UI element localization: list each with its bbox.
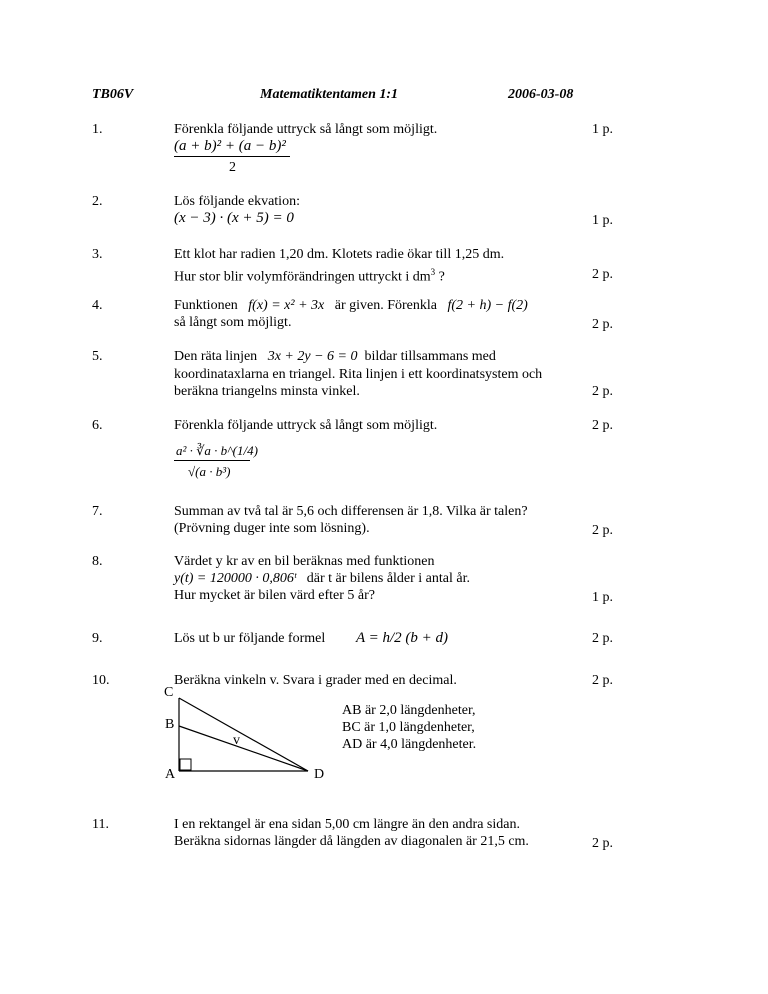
problem-5-number: 5. xyxy=(92,349,103,364)
problem-10-points: 2 p. xyxy=(592,673,613,688)
problem-7-text-line2: (Prövning duger inte som lösning). xyxy=(174,521,370,536)
problem-9-points: 2 p. xyxy=(592,631,613,646)
problem-8-text-line2: y(t) = 120000 · 0,806ᵗ där t är bilens ålder i antal år. xyxy=(174,571,470,586)
problem-3-text: Ett klot har radien 1,20 dm. Klotets radie ökar till 1,25 dm. xyxy=(174,247,505,262)
problem-9-number: 9. xyxy=(92,631,103,646)
problem-8-number: 8. xyxy=(92,554,103,569)
problem-2-equation: (x − 3) · (x + 5) = 0 xyxy=(174,210,294,226)
problem-10-text: Beräkna vinkeln v. Svara i grader med en decimal. xyxy=(174,673,457,688)
fact-ad: AD är 4,0 längdenheter. xyxy=(342,737,477,752)
problem-1-points: 1 p. xyxy=(592,122,613,137)
exam-code: TB06V xyxy=(92,87,134,102)
label-a: A xyxy=(165,767,176,782)
problem-3-text-line2: Hur stor blir volymförändringen uttryckt i $dm^3$ ? xyxy=(174,267,445,285)
problem-6-number: 6. xyxy=(92,418,103,433)
problem-8-text: Värdet y kr av en bil beräknas med funktionen xyxy=(174,554,435,569)
side-cd xyxy=(179,698,308,771)
problem-11-text: I en rektangel är ena sidan 5,00 cm längre än den andra sidan. xyxy=(174,817,520,832)
exam-date: 2006-03-08 xyxy=(508,87,574,102)
problem-1-fraction-bar xyxy=(174,156,290,157)
problem-6-numerator: a² · ∛a · b^(1/4) xyxy=(176,443,258,458)
problem-7-points: 2 p. xyxy=(592,523,613,538)
problem-8-text-line3: Hur mycket är bilen värd efter 5 år? xyxy=(174,588,375,603)
problem-5-text-line3: beräkna triangelns minsta vinkel. xyxy=(174,384,360,399)
problem-2-points: 1 p. xyxy=(592,213,613,228)
triangle-figure xyxy=(150,680,340,790)
problem-9-text: Lös ut b ur följande formel xyxy=(174,631,326,646)
problem-1-text: Förenkla följande uttryck så långt som möjligt. xyxy=(174,122,438,137)
problem-9-formula: A = h/2 (b + d) xyxy=(356,630,449,646)
label-v: v xyxy=(233,733,240,748)
fact-ab: AB är 2,0 längdenheter, xyxy=(342,703,476,718)
problem-4-number: 4. xyxy=(92,298,103,313)
problem-8-points: 1 p. xyxy=(592,590,613,605)
problem-4-text-line1: Funktionen f(x) = x² + 3x är given. Förenkla f(2 + h) − f(2) xyxy=(174,298,528,313)
right-angle-marker xyxy=(180,759,191,770)
problem-5-text-line2: koordinataxlarna en triangel. Rita linjen i ett koordinatsystem och xyxy=(174,367,543,382)
problem-6-text: Förenkla följande uttryck så långt som möjligt. xyxy=(174,418,438,433)
problem-7-text: Summan av två tal är 5,6 och differensen är 1,8. Vilka är talen? xyxy=(174,504,528,519)
problem-10-number: 10. xyxy=(92,673,110,688)
problem-2-number: 2. xyxy=(92,194,103,209)
problem-6-points: 2 p. xyxy=(592,418,613,433)
problem-1-number: 1. xyxy=(92,122,103,137)
problem-5-text-line1: Den räta linjen 3x + 2y − 6 = 0 bildar tillsammans med xyxy=(174,349,496,364)
exam-title: Matematiktentamen 1:1 xyxy=(260,87,399,102)
problem-11-points: 2 p. xyxy=(592,836,613,851)
label-b: B xyxy=(165,717,175,732)
problem-5-points: 2 p. xyxy=(592,384,613,399)
problem-6-denominator: √(a · b³) xyxy=(188,464,231,479)
problem-1-denominator: 2 xyxy=(229,160,236,175)
problem-4-points: 2 p. xyxy=(592,317,613,332)
problem-3-points: 2 p. xyxy=(592,267,613,282)
problem-1-numerator: (a + b)² + (a − b)² xyxy=(174,138,286,154)
problem-7-number: 7. xyxy=(92,504,103,519)
fact-bc: BC är 1,0 längdenheter, xyxy=(342,720,475,735)
problem-11-number: 11. xyxy=(92,817,109,832)
problem-2-text: Lös följande ekvation: xyxy=(174,194,300,209)
problem-3-number: 3. xyxy=(92,247,103,262)
label-c: C xyxy=(164,685,174,700)
segment-bd xyxy=(179,726,308,771)
label-d: D xyxy=(314,767,325,782)
problem-6-fraction-bar xyxy=(174,460,250,461)
problem-4-text-line2: så långt som möjligt. xyxy=(174,315,292,330)
problem-11-text-line2: Beräkna sidornas längder då längden av diagonalen är 21,5 cm. xyxy=(174,834,529,849)
